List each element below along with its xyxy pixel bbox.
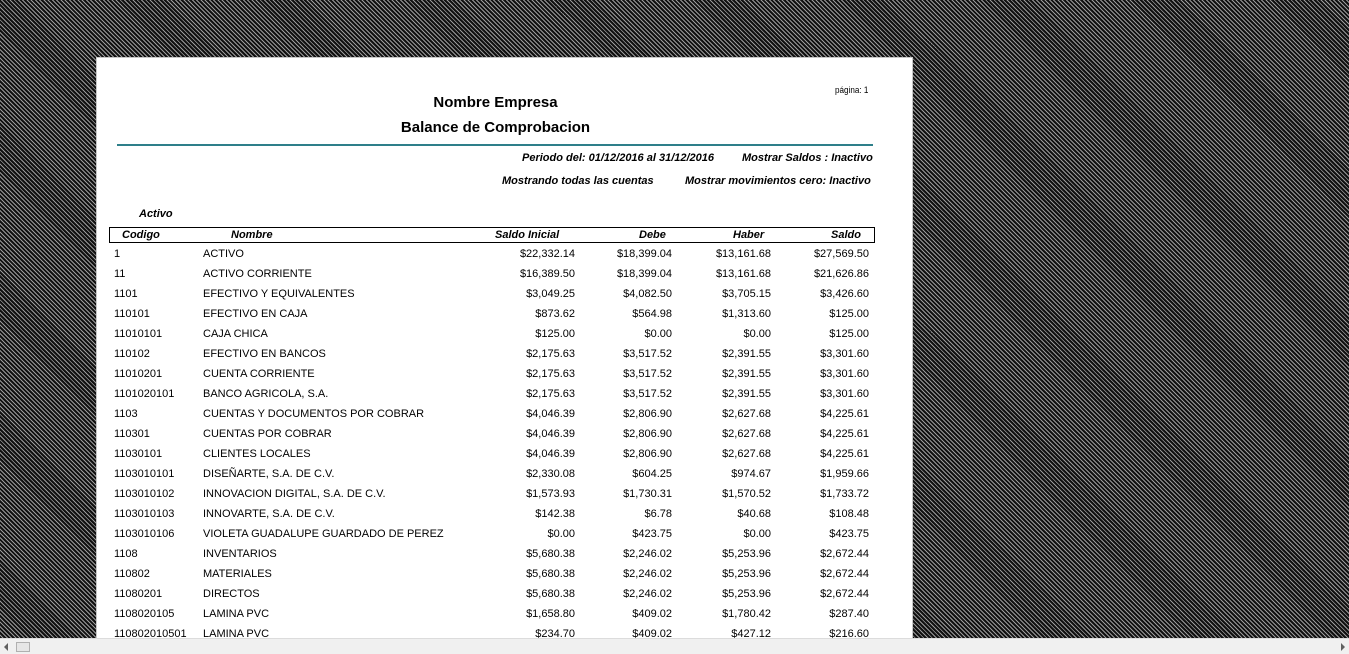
cell-debit: $18,399.04: [616, 268, 672, 280]
cell-code: 11030101: [114, 448, 163, 460]
cell-name: CUENTA CORRIENTE: [203, 368, 315, 380]
cell-name: INVENTARIOS: [203, 548, 277, 560]
cell-credit: $2,391.55: [722, 368, 771, 380]
cell-code: 1: [114, 248, 121, 260]
cell-code: 11010101: [114, 328, 163, 340]
cell-opening: $4,046.39: [526, 448, 575, 460]
cell-credit: $5,253.96: [722, 568, 771, 580]
table-row: [97, 606, 914, 626]
chevron-left-icon[interactable]: [4, 643, 8, 651]
table-row: [97, 266, 914, 286]
cell-debit: $18,399.04: [616, 248, 672, 260]
cell-balance: $125.00: [829, 308, 869, 320]
cell-code: 1103010103: [114, 508, 175, 520]
cell-name: DISEÑARTE, S.A. DE C.V.: [203, 468, 335, 480]
show-balances-label: Mostrar Saldos : Inactivo: [742, 152, 873, 164]
cell-credit: $2,391.55: [722, 348, 771, 360]
cell-opening: $5,680.38: [526, 568, 575, 580]
cell-opening: $125.00: [535, 328, 575, 340]
cell-name: BANCO AGRICOLA, S.A.: [203, 388, 329, 400]
cell-balance: $3,301.60: [820, 388, 869, 400]
cell-code: 11: [114, 268, 126, 280]
cell-code: 11010201: [114, 368, 163, 380]
report-page: [96, 57, 913, 638]
cell-balance: $3,301.60: [820, 368, 869, 380]
cell-name: MATERIALES: [203, 568, 272, 580]
cell-opening: $5,680.38: [526, 588, 575, 600]
table-row: [97, 326, 914, 346]
cell-credit: $5,253.96: [722, 548, 771, 560]
table-row: [97, 246, 914, 266]
cell-name: EFECTIVO EN BANCOS: [203, 348, 326, 360]
cell-credit: $13,161.68: [715, 268, 771, 280]
table-row: [97, 506, 914, 526]
cell-opening: $1,658.80: [526, 608, 575, 620]
cell-debit: $2,246.02: [623, 588, 672, 600]
cell-code: 110102: [114, 348, 150, 360]
cell-credit: $427.12: [731, 628, 771, 638]
cell-credit: $0.00: [743, 328, 771, 340]
cell-credit: $2,627.68: [722, 408, 771, 420]
table-row: [97, 406, 914, 426]
cell-credit: $974.67: [731, 468, 771, 480]
cell-balance: $27,569.50: [813, 248, 869, 260]
cell-debit: $1,730.31: [623, 488, 672, 500]
cell-code: 1103010106: [114, 528, 175, 540]
cell-name: ACTIVO: [203, 248, 244, 260]
column-header-debit: Debe: [639, 229, 666, 241]
table-row: [97, 626, 914, 638]
cell-opening: $2,175.63: [526, 348, 575, 360]
cell-name: INNOVACION DIGITAL, S.A. DE C.V.: [203, 488, 386, 500]
table-row: [97, 306, 914, 326]
cell-credit: $0.00: [743, 528, 771, 540]
chevron-right-icon[interactable]: [1341, 643, 1345, 651]
cell-debit: $2,806.90: [623, 408, 672, 420]
cell-balance: $3,301.60: [820, 348, 869, 360]
table-header: [109, 227, 875, 243]
cell-opening: $16,389.50: [519, 268, 575, 280]
cell-balance: $1,959.66: [820, 468, 869, 480]
cell-name: CLIENTES LOCALES: [203, 448, 311, 460]
cell-credit: $40.68: [737, 508, 771, 520]
cell-code: 110802: [114, 568, 150, 580]
horizontal-scrollbar[interactable]: [0, 638, 1349, 654]
cell-balance: $4,225.61: [820, 408, 869, 420]
cell-code: 1108: [114, 548, 138, 560]
cell-credit: $1,570.52: [722, 488, 771, 500]
cell-opening: $4,046.39: [526, 408, 575, 420]
cell-credit: $2,627.68: [722, 448, 771, 460]
cell-debit: $2,806.90: [623, 428, 672, 440]
cell-debit: $2,806.90: [623, 448, 672, 460]
cell-balance: $4,225.61: [820, 448, 869, 460]
column-header-balance: Saldo: [831, 229, 861, 241]
column-header-code: Codigo: [122, 229, 160, 241]
table-row: [97, 546, 914, 566]
cell-name: ACTIVO CORRIENTE: [203, 268, 312, 280]
cell-debit: $564.98: [632, 308, 672, 320]
cell-code: 110301: [114, 428, 150, 440]
cell-debit: $6.78: [644, 508, 672, 520]
cell-name: EFECTIVO EN CAJA: [203, 308, 308, 320]
cell-balance: $287.40: [829, 608, 869, 620]
cell-credit: $5,253.96: [722, 588, 771, 600]
cell-opening: $22,332.14: [519, 248, 575, 260]
cell-opening: $2,175.63: [526, 388, 575, 400]
cell-balance: $2,672.44: [820, 568, 869, 580]
cell-debit: $4,082.50: [623, 288, 672, 300]
cell-code: 1101020101: [114, 388, 175, 400]
scrollbar-thumb[interactable]: [16, 642, 30, 652]
title-divider: [117, 144, 873, 146]
cell-balance: $108.48: [829, 508, 869, 520]
cell-debit: $604.25: [632, 468, 672, 480]
cell-opening: $234.70: [535, 628, 575, 638]
cell-code: 11080201: [114, 588, 163, 600]
cell-balance: $423.75: [829, 528, 869, 540]
cell-credit: $1,780.42: [722, 608, 771, 620]
cell-name: LAMINA PVC: [203, 608, 270, 620]
cell-name: CAJA CHICA: [203, 328, 268, 340]
column-header-name: Nombre: [231, 229, 273, 241]
showing-accounts-label: Mostrando todas las cuentas: [502, 175, 654, 187]
cell-debit: $2,246.02: [623, 548, 672, 560]
table-body: [97, 246, 914, 638]
cell-balance: $125.00: [829, 328, 869, 340]
table-row: [97, 486, 914, 506]
cell-opening: $0.00: [547, 528, 575, 540]
cell-opening: $1,573.93: [526, 488, 575, 500]
cell-name: EFECTIVO Y EQUIVALENTES: [203, 288, 355, 300]
cell-opening: $5,680.38: [526, 548, 575, 560]
table-row: [97, 346, 914, 366]
period-label: Periodo del: 01/12/2016 al 31/12/2016: [522, 152, 715, 164]
cell-credit: $1,313.60: [722, 308, 771, 320]
table-row: [97, 586, 914, 606]
table-row: [97, 426, 914, 446]
page-number: página: 1: [835, 85, 869, 95]
cell-code: 110101: [114, 308, 150, 320]
cell-code: 1108020105: [114, 608, 175, 620]
column-header-opening: Saldo Inicial: [495, 229, 560, 241]
cell-credit: $2,391.55: [722, 388, 771, 400]
column-header-credit: Haber: [733, 229, 765, 241]
table-row: [97, 286, 914, 306]
table-row: [97, 366, 914, 386]
cell-name: LAMINA PVC: [203, 628, 270, 638]
cell-debit: $3,517.52: [623, 348, 672, 360]
cell-debit: $0.00: [644, 328, 672, 340]
company-name: Nombre Empresa: [433, 94, 558, 111]
cell-debit: $3,517.52: [623, 368, 672, 380]
cell-opening: $2,330.08: [526, 468, 575, 480]
cell-opening: $4,046.39: [526, 428, 575, 440]
cell-credit: $3,705.15: [722, 288, 771, 300]
cell-credit: $13,161.68: [715, 248, 771, 260]
report-title: Balance de Comprobacion: [400, 119, 591, 136]
table-row: [97, 386, 914, 406]
cell-name: INNOVARTE, S.A. DE C.V.: [203, 508, 335, 520]
section-label: Activo: [139, 208, 173, 220]
cell-debit: $423.75: [632, 528, 672, 540]
cell-opening: $3,049.25: [526, 288, 575, 300]
cell-opening: $2,175.63: [526, 368, 575, 380]
table-row: [97, 526, 914, 546]
cell-name: CUENTAS POR COBRAR: [203, 428, 332, 440]
cell-name: VIOLETA GUADALUPE GUARDADO DE PEREZ: [203, 528, 444, 540]
cell-debit: $2,246.02: [623, 568, 672, 580]
cell-code: 110802010501: [114, 628, 187, 638]
cell-balance: $1,733.72: [820, 488, 869, 500]
cell-balance: $216.60: [829, 628, 869, 638]
table-row: [97, 566, 914, 586]
cell-name: CUENTAS Y DOCUMENTOS POR COBRAR: [203, 408, 425, 420]
cell-balance: $3,426.60: [820, 288, 869, 300]
cell-code: 1103010102: [114, 488, 175, 500]
cell-code: 1101: [114, 288, 138, 300]
cell-debit: $409.02: [632, 608, 672, 620]
cell-debit: $3,517.52: [623, 388, 672, 400]
cell-opening: $142.38: [535, 508, 575, 520]
cell-code: 1103: [114, 408, 138, 420]
cell-debit: $409.02: [632, 628, 672, 638]
cell-balance: $2,672.44: [820, 588, 869, 600]
cell-name: DIRECTOS: [203, 588, 260, 600]
cell-code: 1103010101: [114, 468, 175, 480]
cell-opening: $873.62: [535, 308, 575, 320]
cell-balance: $2,672.44: [820, 548, 869, 560]
table-row: [97, 466, 914, 486]
table-row: [97, 446, 914, 466]
show-zero-movements-label: Mostrar movimientos cero: Inactivo: [685, 175, 871, 187]
cell-balance: $21,626.86: [813, 268, 869, 280]
cell-balance: $4,225.61: [820, 428, 869, 440]
cell-credit: $2,627.68: [722, 428, 771, 440]
